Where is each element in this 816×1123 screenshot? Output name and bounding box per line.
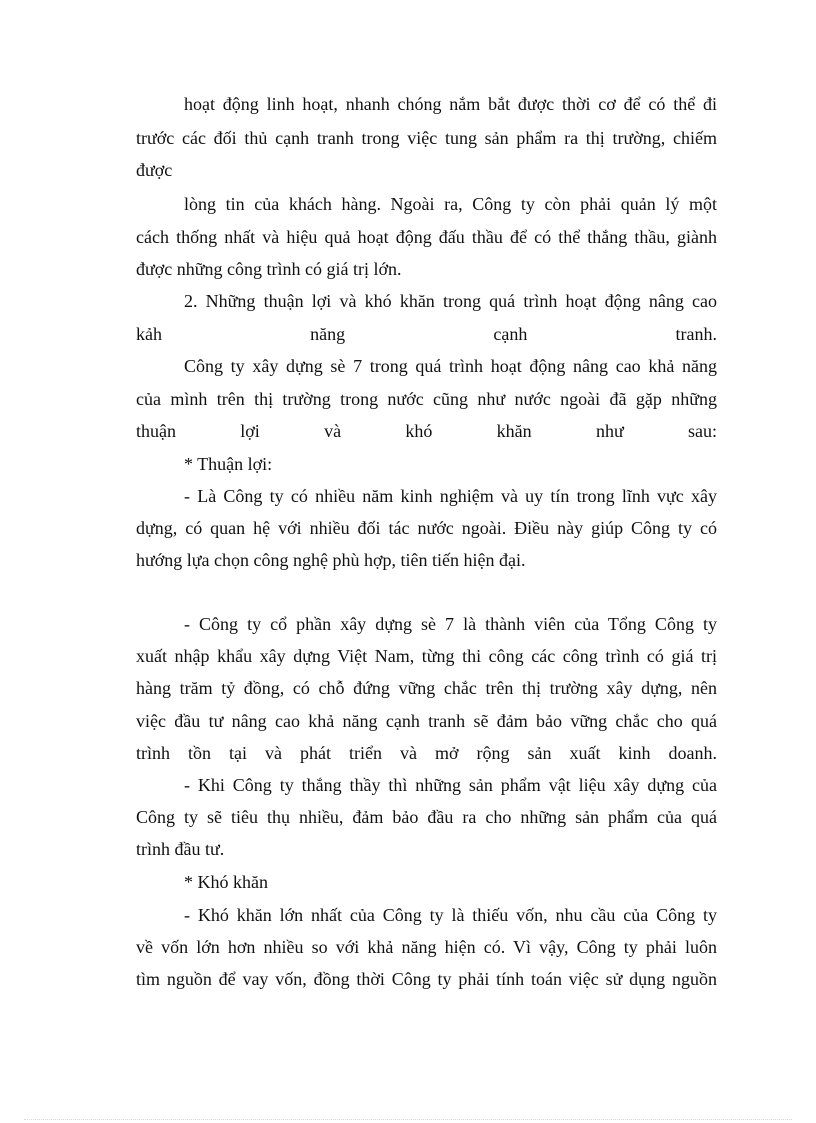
section-heading: kảh năng cạnh tranh. — [136, 324, 717, 344]
text-line: cách thống nhất và hiệu quả hoạt động đấu thầu để có thể thắng thầu, giành — [136, 227, 717, 247]
text-line: trình tồn tại và phát triển và mở rộng sản xuất kinh doanh. — [136, 743, 717, 763]
subheading-advantages: * Thuận lợi: — [184, 454, 273, 474]
text-line: Công ty sẽ tiêu thụ nhiều, đảm bảo đầu ra cho những sản phẩm của quá — [136, 807, 717, 827]
text-line: được — [136, 160, 173, 180]
text-line: - Khi Công ty thắng thầy thì những sản phẩm vật liệu xây dựng của — [184, 775, 717, 795]
text-line: tìm nguồn để vay vốn, đồng thời Công ty phải tính toán việc sử dụng nguồn — [136, 969, 717, 989]
text-line: trước các đối thủ cạnh tranh trong việc tung sản phẩm ra thị trường, chiếm — [136, 128, 717, 148]
text-line: - Khó khăn lớn nhất của Công ty là thiếu vốn, nhu cầu của Công ty — [184, 905, 717, 925]
subheading-difficulties: * Khó khăn — [184, 872, 268, 892]
text-line: hàng trăm tỷ đồng, có chỗ đứng vững chắc trên thị trường xây dựng, nên — [136, 678, 717, 698]
text-line: việc đầu tư nâng cao khả năng cạnh tranh sẽ đảm bảo vững chắc cho quá — [136, 711, 717, 731]
text-line: lòng tin của khách hàng. Ngoài ra, Công ty còn phải quản lý một — [184, 194, 717, 214]
text-line: - Là Công ty có nhiều năm kinh nghiệm và uy tín trong lĩnh vực xây — [184, 486, 717, 506]
text-line: của mình trên thị trường trong nước cũng như nước ngoài đã gặp những — [136, 389, 717, 409]
text-line: hướng lựa chọn công nghệ phù hợp, tiên tiến hiện đại. — [136, 550, 526, 570]
text-line: hoạt động linh hoạt, nhanh chóng nắm bắt được thời cơ để có thể đi — [184, 94, 717, 114]
text-line: dựng, có quan hệ với nhiều đối tác nước ngoài. Điều này giúp Công ty có — [136, 518, 717, 538]
text-line: về vốn lớn hơn nhiều so với khả năng hiện có. Vì vậy, Công ty phải luôn — [136, 937, 717, 957]
text-line: Công ty xây dựng sè 7 trong quá trình hoạt động nâng cao khả năng — [184, 356, 717, 376]
text-line: trình đầu tư. — [136, 839, 225, 859]
text-line: xuất nhập khẩu xây dựng Việt Nam, từng thi công các công trình có giá trị — [136, 646, 717, 666]
section-heading: 2. Những thuận lợi và khó khăn trong quá trình hoạt động nâng cao — [184, 291, 717, 311]
text-line: thuận lợi và khó khăn như sau: — [136, 421, 717, 441]
text-line: - Công ty cổ phần xây dựng sè 7 là thành viên của Tổng Công ty — [184, 614, 717, 634]
text-line: được những công trình có giá trị lớn. — [136, 259, 402, 279]
page-bottom-divider — [24, 1119, 792, 1120]
